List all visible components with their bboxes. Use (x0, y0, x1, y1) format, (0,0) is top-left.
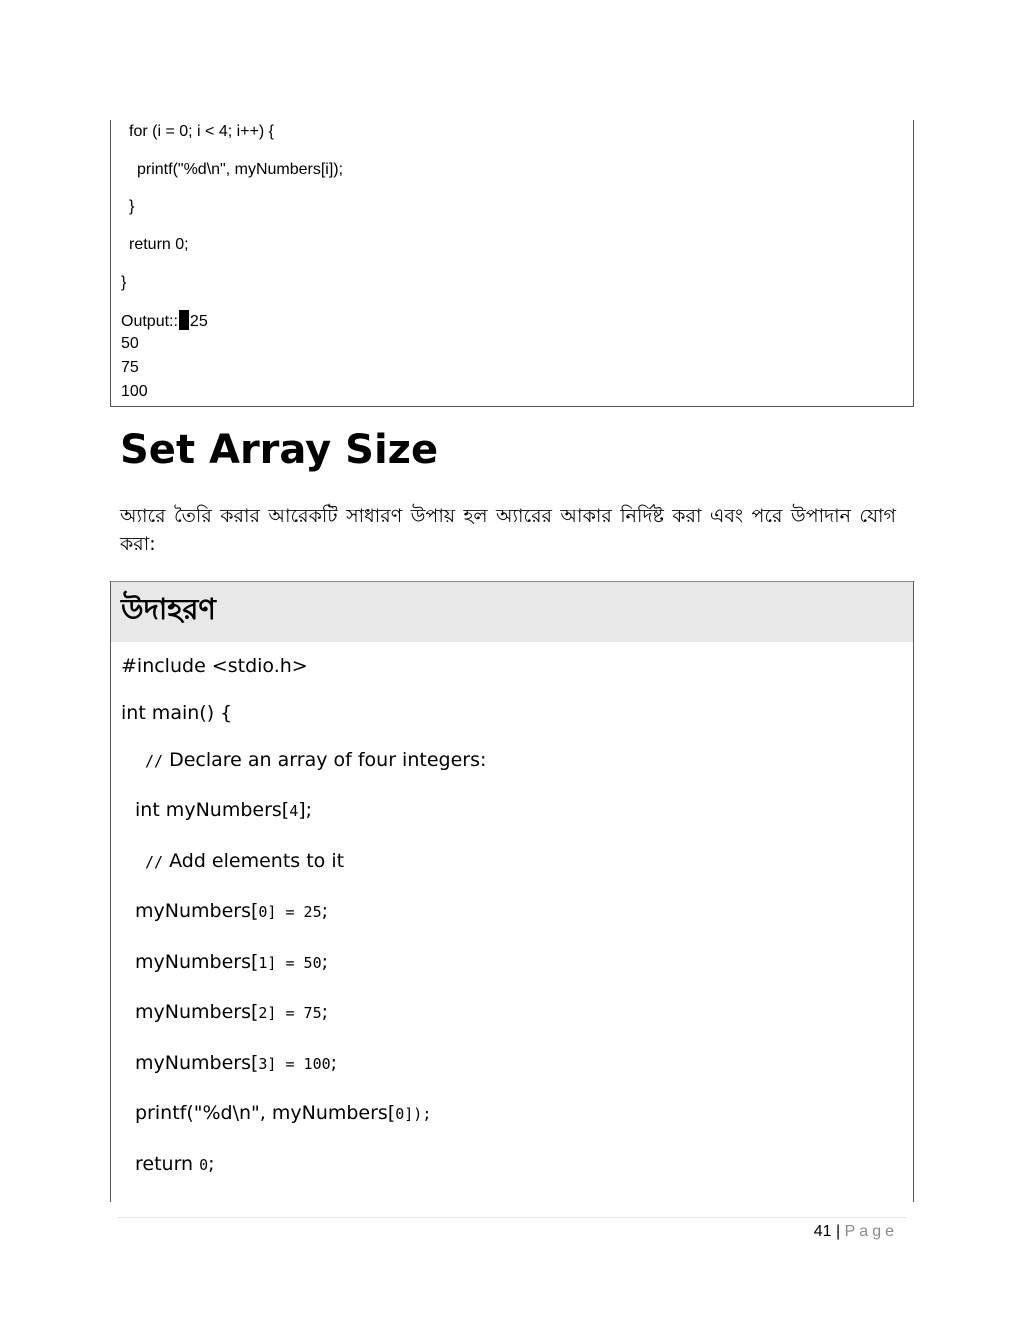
output-value: 25 (189, 313, 208, 330)
code-comment: // Add elements to it (145, 850, 345, 872)
output-label: Output:: (121, 313, 178, 330)
output-value: 100 (121, 383, 148, 400)
page-number: 41 (813, 1223, 832, 1240)
code-line: return 0; (129, 236, 189, 253)
code-line: myNumbers[1] = 50; (135, 951, 329, 973)
code-line: for (i = 0; i < 4; i++) { (129, 123, 274, 140)
example-box (110, 581, 914, 1202)
code-line: myNumbers[0] = 25; (135, 900, 329, 922)
code-line: return 0; (135, 1153, 215, 1175)
code-line: myNumbers[2] = 75; (135, 1001, 329, 1023)
code-comment: // Declare an array of four integers: (145, 749, 487, 771)
footer-separator: | (836, 1223, 841, 1240)
footer-divider (118, 1217, 906, 1218)
example-heading: উদাহরণ (121, 592, 216, 626)
example-header (111, 582, 913, 642)
section-title: Set Array Size (120, 427, 439, 473)
code-line: } (121, 274, 127, 291)
output-value: 50 (121, 335, 139, 352)
code-block-continued (110, 120, 914, 407)
code-line: printf("%d\n", myNumbers[0]); (135, 1102, 432, 1124)
page-footer (814, 1222, 898, 1242)
text-cursor (179, 310, 189, 330)
output-value: 75 (121, 359, 139, 376)
code-line: int myNumbers[4]; (135, 799, 313, 821)
code-line: printf("%d\n", myNumbers[i]); (137, 161, 344, 178)
code-line: myNumbers[3] = 100; (135, 1052, 338, 1074)
output-line (121, 310, 208, 332)
code-line: int main() { (121, 702, 233, 724)
section-paragraph: অ্যারে তৈরি করার আরেকটি সাধারণ উপায় হল অ্যারের আকার নির্দিষ্ট করা এবং পরে উপাদান যোগ করা: (120, 505, 896, 555)
code-line: #include <stdio.h> (121, 655, 308, 677)
page-label: Page (844, 1223, 898, 1240)
code-line: } (129, 198, 135, 215)
